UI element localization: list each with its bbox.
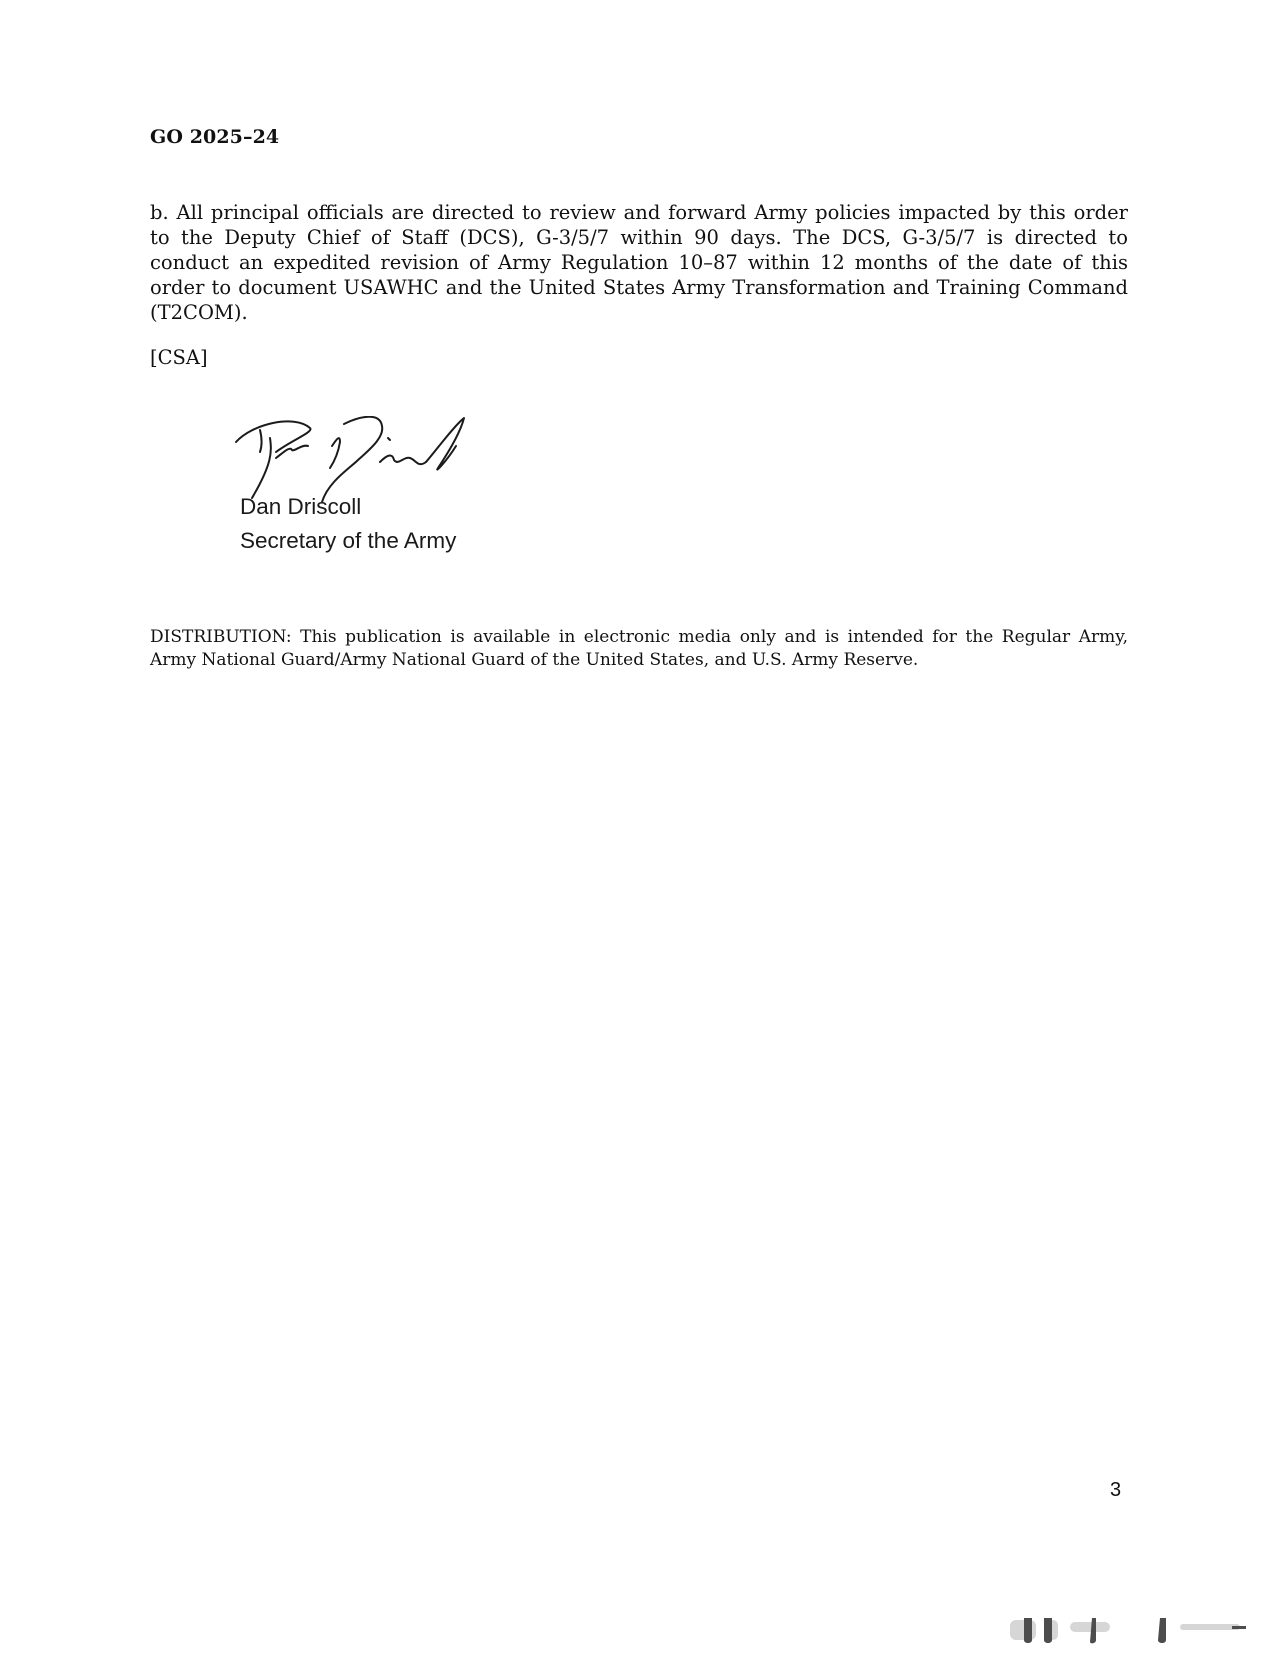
page-number: 3 [1110,1479,1122,1501]
scan-artifact [1010,1612,1250,1648]
signer-name: Dan Driscoll [240,494,362,519]
distribution-statement: DISTRIBUTION: This publication is available in electronic media only and is intended for the Regular Army, Army National Guard/Army National Guard of the United States, and U.S. Army Reserve. [150,627,1128,670]
proponent-label: [CSA] [150,346,208,369]
paragraph-b: b. All principal officials are directed to review and forward Army policies impacted by this order to the Deputy Chief of Staff (DCS), G-3/5/7 within 90 days. The DCS, G-3/5/7 is directed to conduct an expedited revision of Army Regulation 10–87 within 12 months of the date of this order to document USAWHC and the United States Army Transformation and Training Command (T2COM). [150,201,1128,324]
signer-title: Secretary of the Army [240,528,457,553]
handwritten-signature [232,416,492,504]
document-id: GO 2025–24 [150,126,280,148]
